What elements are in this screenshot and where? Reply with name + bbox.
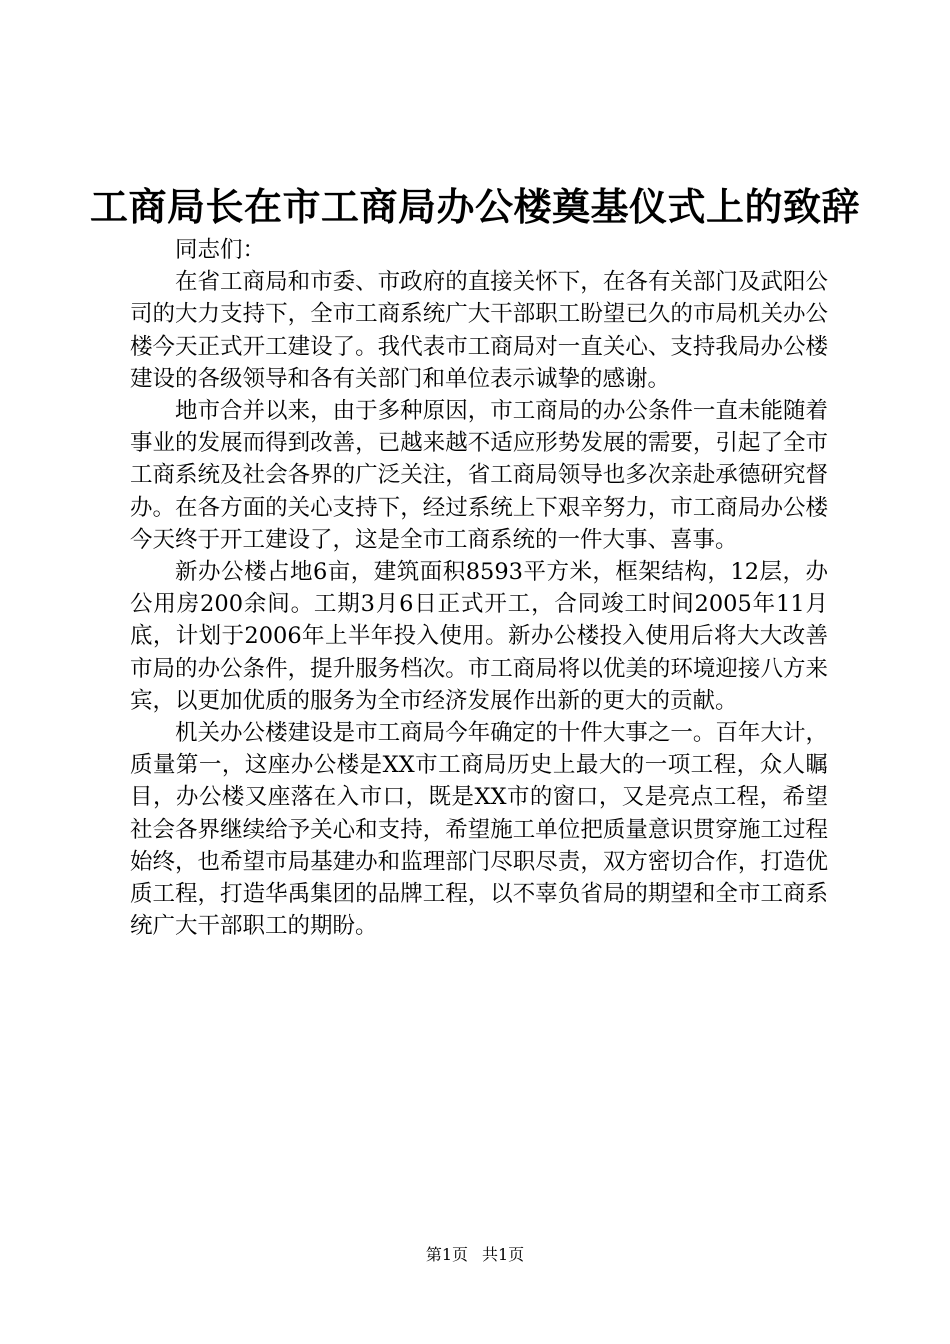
salutation: 同志们：: [175, 237, 266, 263]
paragraph-4: 机关办公楼建设是市工商局今年确定的十件大事之一。百年大计，质量第一，这座办公楼是XX市工商局历史上最大的一项工程，众人瞩目，办公楼又座落在入市口，既是XX市的窗口，又是亮点工程，希望社会各界继续给予关心和支持，希望施工单位把质量意识贯穿施工过程始终，也希望市局基建办和监理部门尽职尽责，双方密切合作，打造优质工程，打造华禹集团的品牌工程，以不辜负省局的期望和全市工商系统广大干部职工的期盼。: [130, 720, 828, 940]
page-number-total: 共1页: [482, 1245, 525, 1264]
document-body: [130, 234, 828, 942]
page-footer: [0, 1244, 950, 1266]
page-number-current: 第1页: [425, 1245, 468, 1264]
paragraph-3: 新办公楼占地6亩，建筑面积8593平方米，框架结构，12层，办公用房200余间。工期3月6日正式开工，合同竣工时间2005年11月底，计划于2006年上半年投入使用。新办公楼投入使用后将大大改善市局的办公条件，提升服务档次。市工商局将以优美的环境迎接八方来宾，以更加优质的服务为全市经济发展作出新的更大的贡献。: [130, 559, 828, 714]
paragraph-1: 在省工商局和市委、市政府的直接关怀下，在各有关部门及武阳公司的大力支持下，全市工商系统广大干部职工盼望已久的市局机关办公楼今天正式开工建设了。我代表市工商局对一直关心、支持我局办公楼建设的各级领导和各有关部门和单位表示诚挚的感谢。: [130, 269, 828, 392]
document-title: 工商局长在市工商局办公楼奠基仪式上的致辞: [89, 185, 860, 229]
paragraph-2: 地市合并以来，由于多种原因，市工商局的办公条件一直未能随着事业的发展而得到改善，已越来越不适应形势发展的需要，引起了全市工商系统及社会各界的广泛关注，省工商局领导也多次亲赴承德研究督办。在各方面的关心支持下，经过系统上下艰辛努力，市工商局办公楼今天终于开工建设了，这是全市工商系统的一件大事、喜事。: [130, 398, 828, 553]
